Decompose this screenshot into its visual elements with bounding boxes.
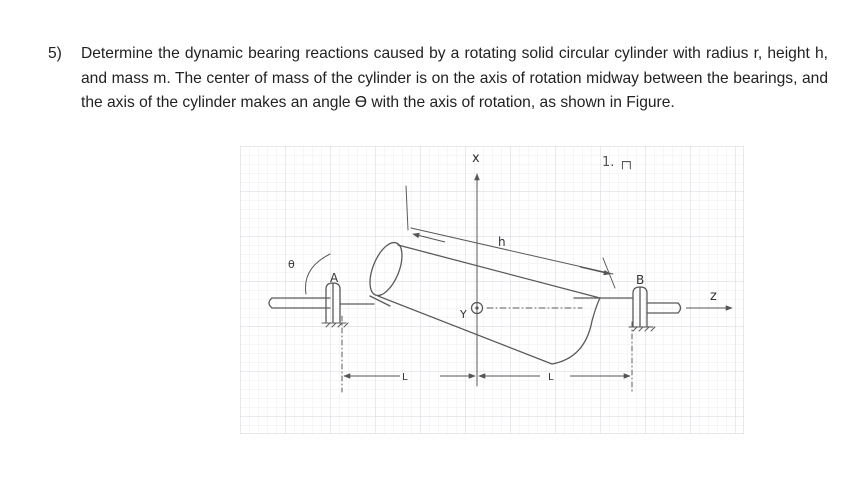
problem-statement [48, 42, 828, 116]
cylinder-figure [240, 146, 744, 434]
y-axis-label: Y [460, 308, 467, 321]
corner-scribble: 1. ┌┐ [602, 155, 635, 170]
figure-drawing [240, 146, 744, 434]
y-axis-dot [475, 306, 478, 309]
x-axis-label: x [472, 151, 480, 166]
theta-label: θ [288, 258, 295, 271]
bearing-a-label: A [330, 271, 339, 285]
height-label: h [498, 235, 506, 249]
z-axis-label: z [710, 289, 717, 304]
problem-number: 5) [48, 45, 62, 62]
span-right-label: L [548, 372, 554, 383]
bearing-b-label: B [636, 273, 645, 287]
span-left-label: L [402, 372, 408, 383]
problem-text: Determine the dynamic bearing reactions caused by a rotating solid circular cylinder with radius r, height h, and mass m. The center of mass of the cylinder is on the axis of rotation midway between the bearings, and the axis of the cylinder makes an angle ϴ with the axis of rotation, as shown in Figure. [81, 45, 828, 111]
graph-paper-grid [240, 146, 744, 434]
